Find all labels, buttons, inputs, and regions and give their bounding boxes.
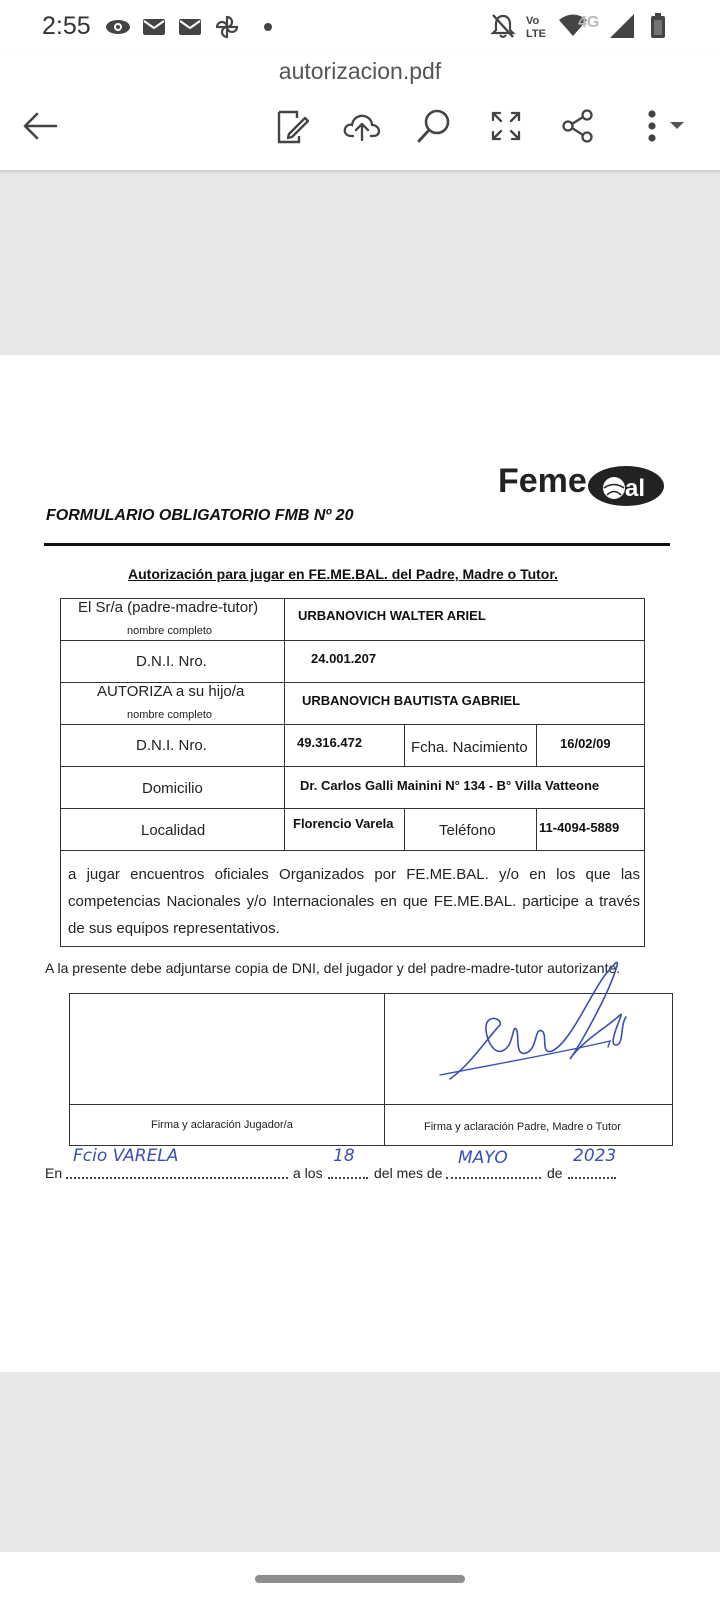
status-time: 2:55 [42,12,91,40]
home-gesture-handle[interactable] [255,1575,465,1583]
mute-bell-icon [490,12,516,40]
share-icon [561,109,595,143]
search-icon [416,108,452,144]
fullscreen-button[interactable] [484,104,528,148]
volte-icon [524,12,552,40]
search-button[interactable] [412,104,456,148]
player-signature-box [69,993,385,1105]
form-title: FORMULARIO OBLIGATORIO FMB Nº 20 [46,507,354,524]
a-los-label: a los [293,1165,323,1181]
address-label: Domicilio [142,780,203,797]
document-title: autorizacion.pdf [278,58,442,84]
city-label: Localidad [141,822,206,839]
day-dotted-line [328,1177,368,1179]
femebal-logo [498,461,668,511]
svg-text:al: al [625,475,646,502]
form-subtitle: Autorización para jugar en FE.ME.BAL. del Padre, Madre o Tutor. [128,566,558,582]
handwritten-place: Fcio VARELA [73,1146,179,1166]
dropdown-caret-icon [670,122,684,129]
year-dotted-line [568,1177,616,1179]
more-notifications-dot-icon [262,14,274,40]
dni1-label: D.N.I. Nro. [136,653,207,670]
year-de-label: de [547,1165,563,1181]
pdf-viewer-toolbar [0,52,720,170]
mail-icon-2 [178,14,202,40]
upload-button[interactable] [340,104,384,148]
address-value: Dr. Carlos Galli Mainini N° 134 - B° Villa Vatteone [300,778,600,793]
cloud-upload-icon [343,111,381,141]
mail-icon [142,14,166,40]
mes-label: del mes de [374,1165,443,1181]
place-dotted-line [66,1177,288,1179]
parent-name-value: URBANOVICH WALTER ARIEL [298,608,486,623]
handwritten-day: 18 [333,1146,355,1166]
pinwheel-icon [214,14,240,40]
city-value: Florencio Varela [293,816,394,831]
place-en-label: En [45,1165,63,1181]
child-name-value: URBANOVICH BAUTISTA GABRIEL [302,693,521,708]
pdf-page[interactable] [0,355,720,1372]
svg-text:Vo: Vo [526,15,540,27]
edit-button[interactable] [270,104,314,148]
dni2-label: D.N.I. Nro. [136,737,207,754]
svg-text:Feme: Feme [498,462,587,500]
status-bar [0,0,720,52]
child-sublabel: nombre completo [127,709,212,721]
more-vertical-icon [638,109,690,143]
birth-label: Fcha. Nacimiento [411,739,528,756]
authorization-paragraph: a jugar encuentros oficiales Organizados por FE.ME.BAL. y/o en los que las competencias Nacionales y/o Internacionales en que FE.ME.BAL. participe a través de sus equipos representativos. [68,866,640,937]
parent-sublabel: nombre completo [127,625,212,637]
birth-value: 16/02/09 [560,736,611,751]
dni2-value: 49.316.472 [297,735,363,750]
share-button[interactable] [556,104,600,148]
signal-icon [608,12,636,40]
phone-label: Teléfono [439,822,496,839]
parent-label: El Sr/a (padre-madre-tutor) [78,599,259,616]
handwritten-year: 2023 [573,1146,617,1166]
network-type-label: 4G [578,14,600,31]
child-label: AUTORIZA a su hijo/a [97,683,245,700]
parent-signature-caption: Firma y aclaración Padre, Madre o Tutor [424,1121,621,1133]
back-button[interactable] [18,104,62,148]
more-options-button[interactable] [636,104,692,148]
handwritten-month: MAYO [458,1148,508,1168]
phone-value: 11-4094-5889 [539,820,620,835]
attachment-note: A la presente debe adjuntarse copia de DNI, del jugador y del padre-madre-tutor autorizante. [45,960,621,976]
back-arrow-icon [22,111,58,141]
title-divider [44,543,670,546]
edit-document-icon [275,108,309,144]
svg-text:LTE: LTE [526,28,546,40]
dni1-value: 24.001.207 [311,651,377,666]
eye-icon [104,14,132,40]
month-dotted-line [446,1177,541,1179]
player-signature-caption: Firma y aclaración Jugador/a [151,1119,293,1131]
parent-signature [430,955,650,1085]
fullscreen-icon [490,110,522,142]
system-icons [490,12,720,40]
battery-icon [650,12,666,40]
